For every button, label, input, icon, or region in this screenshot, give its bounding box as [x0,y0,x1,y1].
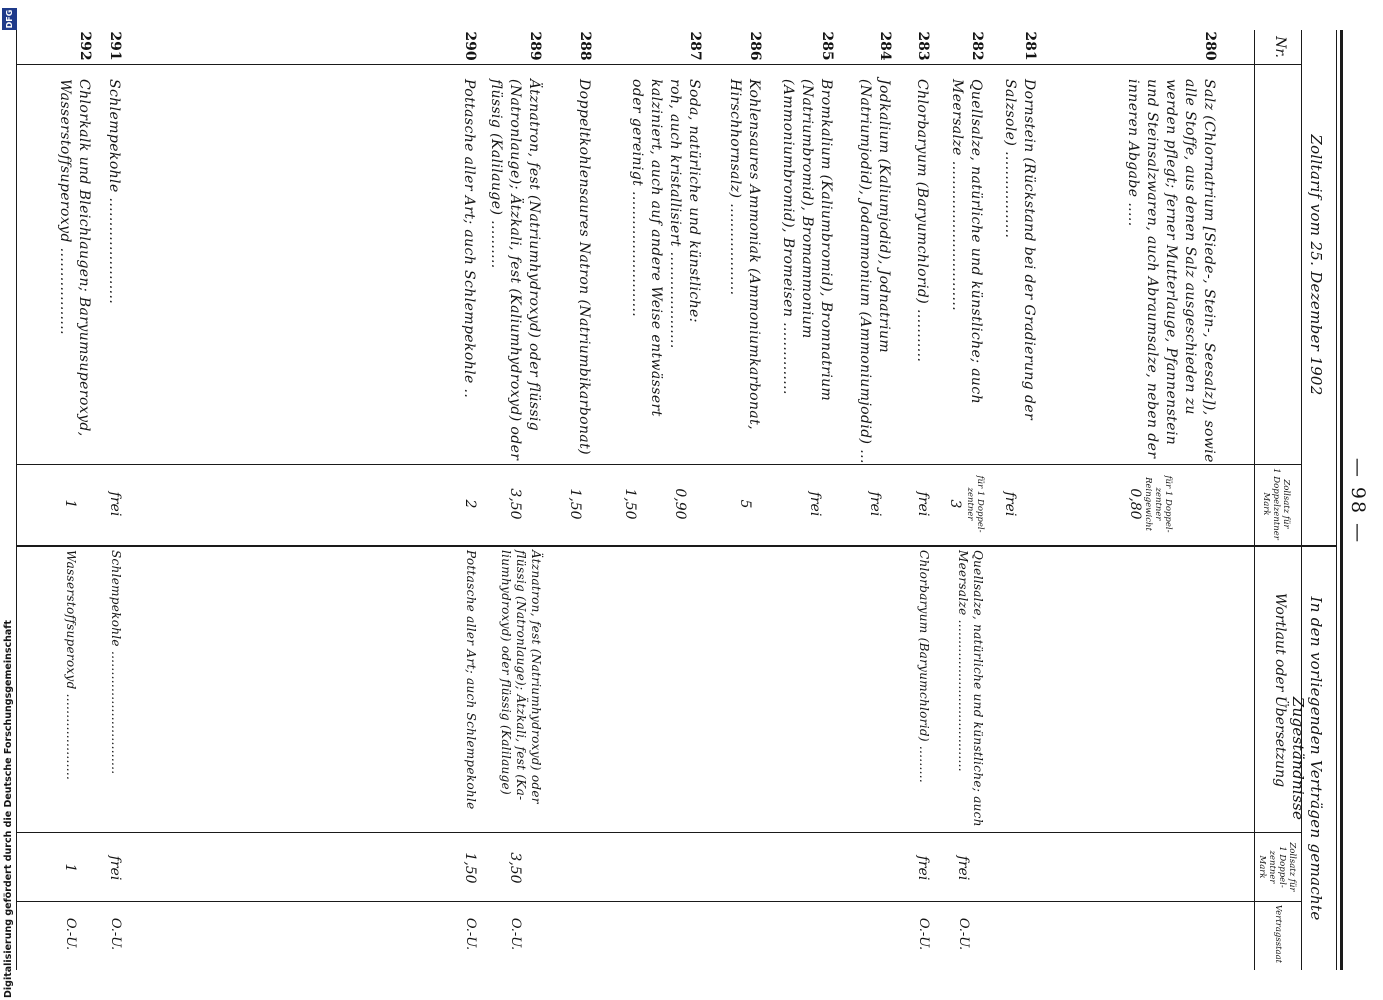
wrate-column-divider [17,901,1301,902]
row-state: O.-U. [63,917,78,951]
digitization-credit [0,0,20,1000]
row-nr: 283 [915,31,931,61]
row-rate-note: für 1 Doppel- zentner Reingewicht [1143,475,1173,533]
row-description: Ätznatron, fest (Natriumhydroxyd) oder flüssig (Natronlauge); Ätzkali, fest (Kaliumhydroxyd) oder flüssig (Kalilauge) .......... [488,79,542,461]
row-state: O.-U. [508,917,523,951]
col-nr-header: Nr. [1272,36,1288,58]
row-description: Bromkalium (Kaliumbromid), Bromnatrium (Natriumbromid), Bromammonium (Ammoniumbromid), Bromeisen ............... [780,79,834,402]
row-description: Quellsalze, natürliche und künstliche; auch Meersalze ............................... [949,79,984,405]
row-description: Jodkalium (Kaliumjodid), Jodnatrium (Natriumjodid), Jodammonium (Ammoniumjodid) ... [857,79,892,464]
row-wording-rate: frei [915,855,931,881]
row-rate: frei [1002,491,1018,517]
right-group-title: In den vorliegenden Verträgen gemachte Zugeständnisse [1289,596,1325,921]
row-description: Soda, natürliche und künstliche: roh, auch kristallisiert .................... kalziniert, auch auf andere Weise entwässert oder gereinigt .......................... [629,79,702,417]
row-nr: 280 [1202,31,1218,61]
dfg-logo: DFG [2,8,17,30]
rate-column-divider [17,464,1301,465]
top-rule-thin [1336,30,1337,970]
header-bottom-rule [1254,30,1255,970]
row-description: Schlempekohle ...................... [106,79,122,305]
row-nr: 290 [462,31,478,61]
row-wording: Chlorbaryum (Baryumchlorid) ......... [917,550,931,783]
row-description: Salz (Chlornatrium [Siede-, Stein-, Seesalz]), sowie alle Stoffe, aus denen Salz ausgeschieden zu werden pflegt; ferner Mutterlauge, Pfannenstein und Steinsalzwaren, auch Abraumsalze, neben der inneren Abgabe ..... [1125,79,1217,463]
row-rate: 3,50 [507,488,523,520]
row-nr: 285 [819,31,835,61]
row-nr: 289 [527,31,543,61]
row-nr: 284 [877,31,893,61]
col-rate-left-header: Zollsatz für 1 Doppelzentner Mark [1261,468,1291,540]
credit-text: Digitalisierung gefördert durch die Deutsche Forschungsgemeinschaft [3,620,14,998]
row-rate-calcined: 1,50 [622,488,638,520]
row-nr: 281 [1022,31,1038,61]
row-rate: 0,80 [1127,488,1143,520]
row-rate: frei [867,491,883,517]
row-description: Dornstein (Rückstand bei der Gradierung der Salzsole) .................. [1002,79,1037,421]
left-group-title: Zolltarif vom 25. Dezember 1902 [1307,134,1325,396]
row-description: Pottasche aller Art; auch Schlempekohle .. [461,79,477,399]
row-rate: 3 [947,499,963,509]
row-wording-rate: 3,50 [507,852,523,884]
row-wording: Pottasche aller Art; auch Schlempekohle [464,550,478,810]
col-wording-header: Wortlaut oder Übersetzung [1272,592,1288,788]
row-nr: 291 [107,31,123,61]
row-nr: 286 [747,31,763,61]
wording-column-divider [17,832,1301,833]
row-rate-raw: 0,90 [672,488,688,520]
left-group-underline [1301,30,1302,545]
col-state-header: Vertragsstaat [1273,904,1283,964]
row-nr: 288 [577,31,593,61]
row-description: Chlorbaryum (Baryumchlorid) ........... [914,79,930,363]
row-wording: Wasserstoffsuperoxyd ..................... [64,550,78,781]
group-divider [17,545,1337,547]
row-rate: frei [807,491,823,517]
row-state: O.-U. [916,917,931,951]
col-rate-right-header: Zollsatz für 1 Doppel- zentner Mark [1257,842,1297,892]
nr-column-divider [17,64,1301,65]
row-rate: frei [107,491,123,517]
row-wording: Ätznatron, fest (Natriumhydroxyd) oder flüssig (Natronlauge); Ätzkali, fest (Ka- liumhydroxyd) oder flüssig (Kalilauge) [499,550,543,804]
row-description: Kohlensaures Ammoniak (Ammoniumkarbonat, Hirschhornsalz) ................... [727,79,762,431]
row-nr: 292 [77,31,93,61]
row-rate: 2 [462,499,478,509]
row-wording-rate: frei [107,855,123,881]
row-rate: frei [915,491,931,517]
row-wording-rate: 1,50 [462,852,478,884]
row-nr: 287 [687,31,703,61]
row-state: O.-U. [463,917,478,951]
row-rate: 1 [62,499,78,509]
row-wording-rate: frei [955,855,971,881]
row-rate-note: für 1 Doppel- zentner [965,475,985,533]
row-description: Doppeltkohlensaures Natron (Natriumbikarbonat) [576,79,592,455]
top-rule [1340,30,1343,970]
row-rate: 1,50 [567,488,583,520]
row-wording: Quellsalze, natürliche und künstliche; auch Meersalze ..................................... [956,550,985,827]
row-state: O.-U. [108,917,123,951]
row-rate: 5 [737,499,753,509]
row-state: O.-U. [956,917,971,951]
page-number: — 98 — [1347,457,1369,545]
row-description: Chlorkalk und Bleichlaugen; Baryumsuperoxyd, Wasserstoffsuperoxyd .................. [57,79,92,437]
row-wording-rate: 1 [62,863,78,873]
row-wording: Schlempekohle .............................. [109,550,123,775]
row-nr: 282 [969,31,985,61]
